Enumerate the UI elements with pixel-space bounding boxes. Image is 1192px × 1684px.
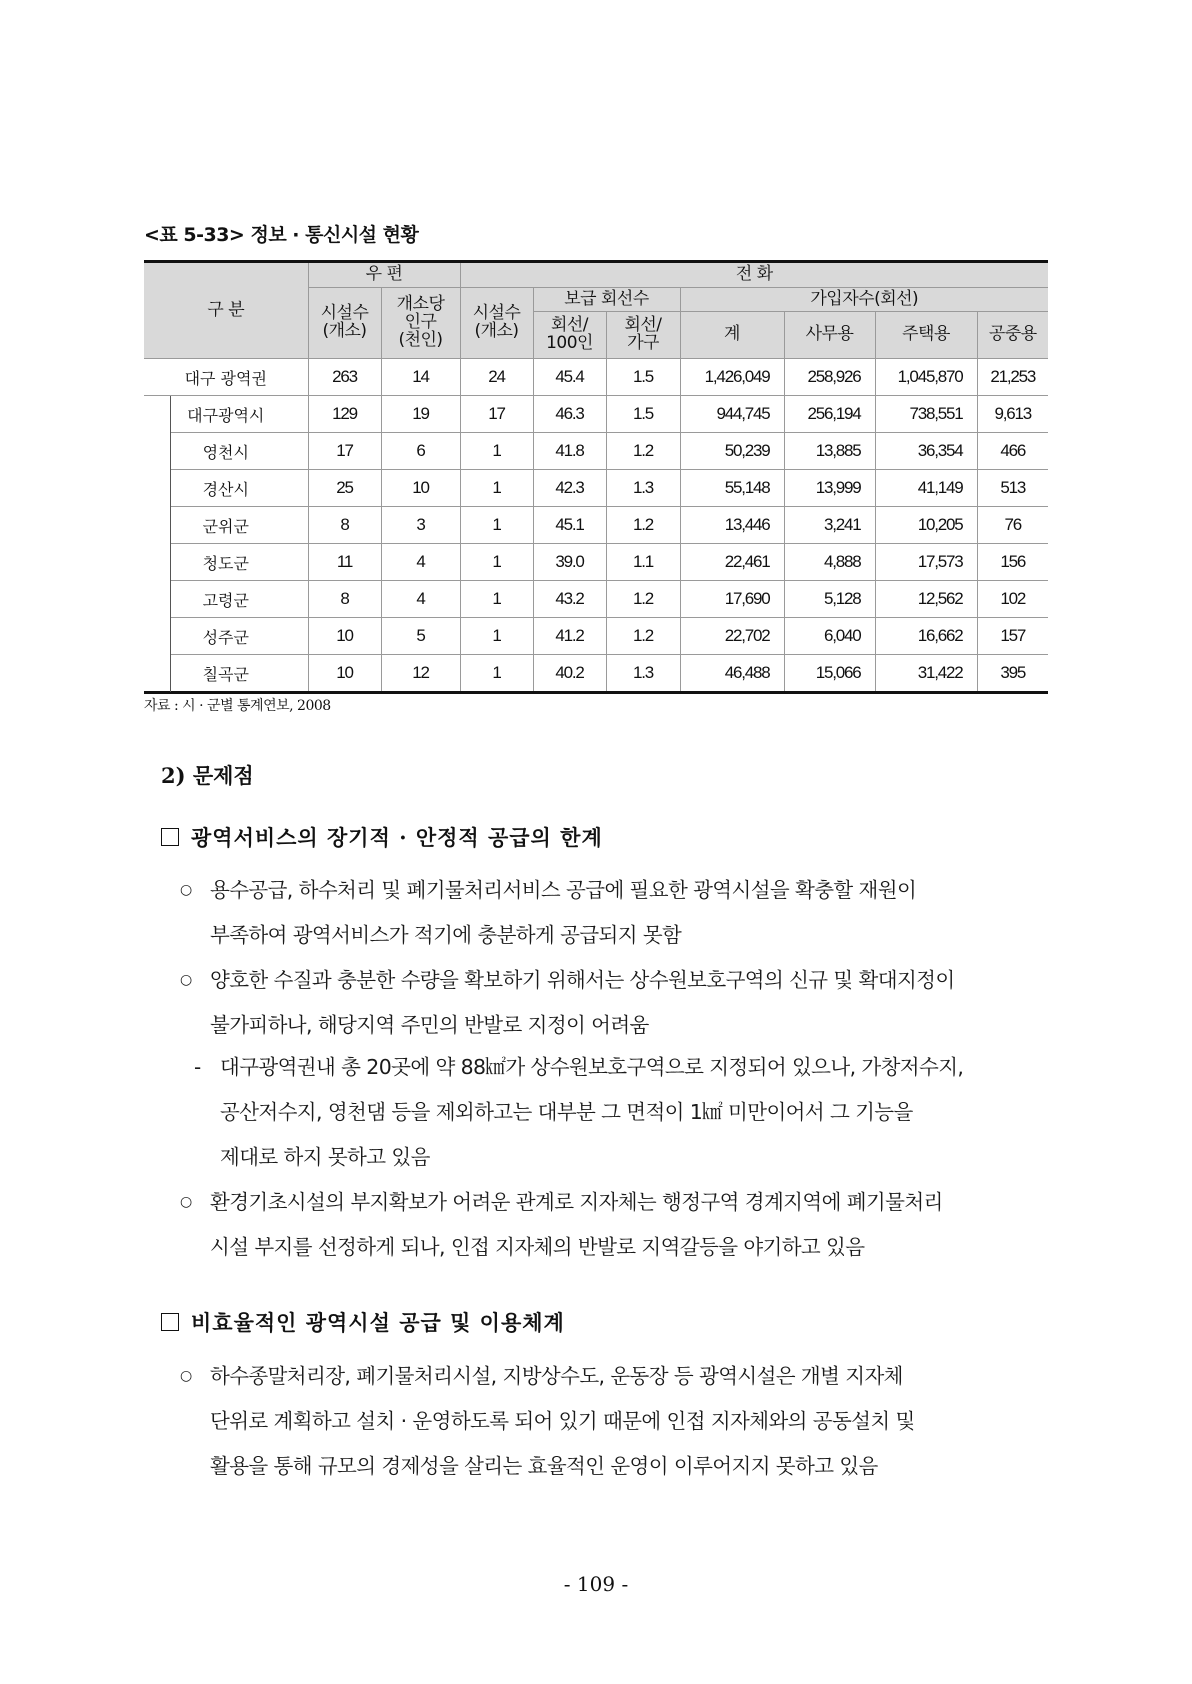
cell-phone-fac: 1: [460, 655, 533, 693]
circle-bullet-icon: ○: [180, 1368, 192, 1384]
cell-total: 46,488: [680, 655, 784, 693]
header-phone-facilities: 시설수 (개소): [460, 288, 533, 359]
cell-post-fac: 17: [308, 433, 381, 470]
cell-phone-fac: 17: [460, 396, 533, 433]
header-sub-residential: 주택용: [875, 312, 977, 359]
cell-residential: 36,354: [875, 433, 977, 470]
cell-per100: 41.2: [533, 618, 606, 655]
cell-residential: 738,551: [875, 396, 977, 433]
header-postal-facilities: 시설수 (개소): [308, 288, 381, 359]
cell-perhh: 1.2: [606, 581, 680, 618]
dash-bullet-icon: -: [194, 1055, 201, 1079]
circle-bullet-icon: ○: [180, 1194, 192, 1210]
cell-post-fac: 8: [308, 581, 381, 618]
table-row: [144, 618, 1048, 655]
table-row: [144, 655, 1048, 693]
cell-office: 256,194: [784, 396, 875, 433]
cell-name: 칠곡군: [144, 655, 308, 693]
cell-post-fac: 10: [308, 655, 381, 693]
checkbox-square-icon: [161, 1313, 179, 1331]
table-caption: <표 5-33> 정보 · 통신시설 현황: [144, 224, 419, 246]
cell-phone-fac: 1: [460, 618, 533, 655]
cell-post-fac: 11: [308, 544, 381, 581]
cell-residential: 10,205: [875, 507, 977, 544]
cell-total: 13,446: [680, 507, 784, 544]
cell-phone-fac: 24: [460, 359, 533, 396]
cell-post-pop: 6: [381, 433, 460, 470]
table-source: 자료 : 시 · 군별 통계연보, 2008: [144, 698, 331, 714]
cell-office: 13,885: [784, 433, 875, 470]
header-gubun: 구 분: [144, 262, 308, 359]
cell-post-pop: 12: [381, 655, 460, 693]
cell-post-fac: 10: [308, 618, 381, 655]
cell-name: 성주군: [144, 618, 308, 655]
cell-post-pop: 19: [381, 396, 460, 433]
header-sub-total: 계: [680, 312, 784, 359]
cell-perhh: 1.3: [606, 655, 680, 693]
cell-public: 156: [977, 544, 1048, 581]
table-row: [144, 581, 1048, 618]
cell-phone-fac: 1: [460, 433, 533, 470]
cell-post-fac: 129: [308, 396, 381, 433]
header-lines-per-household: 회선/ 가구: [606, 312, 680, 359]
circle-bullet-icon: ○: [180, 972, 192, 988]
section-heading: 2) 문제점: [161, 763, 254, 788]
header-postal-pop-per: 개소당 인구 (천인): [381, 288, 460, 359]
cell-office: 258,926: [784, 359, 875, 396]
table-row: [144, 359, 1048, 396]
cell-per100: 39.0: [533, 544, 606, 581]
cell-public: 157: [977, 618, 1048, 655]
cell-perhh: 1.2: [606, 618, 680, 655]
cell-phone-fac: 1: [460, 581, 533, 618]
cell-perhh: 1.2: [606, 433, 680, 470]
cell-name: 군위군: [144, 507, 308, 544]
cell-residential: 41,149: [875, 470, 977, 507]
cell-per100: 42.3: [533, 470, 606, 507]
header-lines-per-100: 회선/ 100인: [533, 312, 606, 359]
checkbox-square-icon: [161, 828, 179, 846]
table-row: [144, 544, 1048, 581]
cell-residential: 17,573: [875, 544, 977, 581]
cell-name: 영천시: [144, 433, 308, 470]
table-row: [144, 433, 1048, 470]
cell-public: 513: [977, 470, 1048, 507]
cell-residential: 31,422: [875, 655, 977, 693]
header-sub-office: 사무용: [784, 312, 875, 359]
header-subscribers: 가입자수(회선): [680, 288, 1048, 312]
cell-total: 22,702: [680, 618, 784, 655]
cell-perhh: 1.5: [606, 396, 680, 433]
indent-line: [170, 396, 171, 692]
topic1-item1: ○ 용수공급, 하수처리 및 폐기물처리서비스 공급에 필요한 광역시설을 확충할 재원이 부족하여 광역서비스가 적기에 충분하게 공급되지 못함: [210, 868, 1048, 958]
cell-office: 6,040: [784, 618, 875, 655]
cell-public: 395: [977, 655, 1048, 693]
header-sub-public: 공중용: [977, 312, 1048, 359]
cell-office: 5,128: [784, 581, 875, 618]
cell-per100: 45.1: [533, 507, 606, 544]
cell-per100: 40.2: [533, 655, 606, 693]
cell-post-fac: 25: [308, 470, 381, 507]
cell-post-fac: 8: [308, 507, 381, 544]
cell-public: 9,613: [977, 396, 1048, 433]
cell-name: 대구 광역권: [144, 359, 308, 396]
topic-title-1: 광역서비스의 장기적 · 안정적 공급의 한계: [161, 822, 603, 852]
cell-total: 22,461: [680, 544, 784, 581]
cell-office: 3,241: [784, 507, 875, 544]
cell-office: 15,066: [784, 655, 875, 693]
telecom-facilities-table: [144, 260, 1048, 694]
cell-public: 102: [977, 581, 1048, 618]
cell-public: 21,253: [977, 359, 1048, 396]
cell-total: 17,690: [680, 581, 784, 618]
cell-per100: 43.2: [533, 581, 606, 618]
cell-perhh: 1.2: [606, 507, 680, 544]
header-supply-lines: 보급 회선수: [533, 288, 680, 312]
cell-total: 1,426,049: [680, 359, 784, 396]
table-row: [144, 470, 1048, 507]
topic1-item4: ○ 환경기초시설의 부지확보가 어려운 관계로 지자체는 행정구역 경계지역에 폐기물처리 시설 부지를 선정하게 되나, 인접 지자체의 반발로 지역갈등을 야기하고 있음: [210, 1180, 1048, 1270]
cell-name: 대구광역시: [144, 396, 308, 433]
cell-public: 76: [977, 507, 1048, 544]
cell-perhh: 1.3: [606, 470, 680, 507]
cell-residential: 16,662: [875, 618, 977, 655]
cell-post-fac: 263: [308, 359, 381, 396]
cell-office: 4,888: [784, 544, 875, 581]
topic-title-2: 비효율적인 광역시설 공급 및 이용체계: [161, 1307, 565, 1337]
page-number: - 109 -: [563, 1572, 629, 1596]
cell-office: 13,999: [784, 470, 875, 507]
cell-total: 50,239: [680, 433, 784, 470]
header-postal: 우 편: [308, 262, 460, 288]
cell-post-pop: 10: [381, 470, 460, 507]
cell-total: 944,745: [680, 396, 784, 433]
cell-name: 경산시: [144, 470, 308, 507]
circle-bullet-icon: ○: [180, 882, 192, 898]
cell-post-pop: 3: [381, 507, 460, 544]
cell-per100: 45.4: [533, 359, 606, 396]
topic1-item3-sub: - 대구광역권내 총 20곳에 약 88㎢가 상수원보호구역으로 지정되어 있으나, 가창저수지, 공산저수지, 영천댐 등을 제외하고는 대부분 그 면적이 1㎢ 미만이어서 그 기능을 제대로 하지 못하고 있음: [220, 1045, 1048, 1180]
cell-perhh: 1.5: [606, 359, 680, 396]
table-row: [144, 396, 1048, 433]
indent-mask: [144, 397, 170, 689]
topic1-item2: ○ 양호한 수질과 충분한 수량을 확보하기 위해서는 상수원보호구역의 신규 및 확대지정이 불가피하나, 해당지역 주민의 반발로 지정이 어려움: [210, 958, 1048, 1048]
cell-name: 청도군: [144, 544, 308, 581]
cell-phone-fac: 1: [460, 507, 533, 544]
cell-phone-fac: 1: [460, 544, 533, 581]
topic2-item1: ○ 하수종말처리장, 폐기물처리시설, 지방상수도, 운동장 등 광역시설은 개별 지자체 단위로 계획하고 설치 · 운영하도록 되어 있기 때문에 인접 지자체와의 공동설치 및 활용을 통해 규모의 경제성을 살리는 효율적인 운영이 이루어지지 못하고 있음: [210, 1354, 1048, 1489]
cell-post-pop: 4: [381, 544, 460, 581]
header-phone: 전 화: [460, 262, 1048, 288]
cell-perhh: 1.1: [606, 544, 680, 581]
table-row: [144, 507, 1048, 544]
cell-post-pop: 14: [381, 359, 460, 396]
cell-post-pop: 4: [381, 581, 460, 618]
cell-total: 55,148: [680, 470, 784, 507]
cell-per100: 46.3: [533, 396, 606, 433]
cell-public: 466: [977, 433, 1048, 470]
cell-per100: 41.8: [533, 433, 606, 470]
cell-residential: 1,045,870: [875, 359, 977, 396]
cell-name: 고령군: [144, 581, 308, 618]
cell-phone-fac: 1: [460, 470, 533, 507]
cell-residential: 12,562: [875, 581, 977, 618]
cell-post-pop: 5: [381, 618, 460, 655]
